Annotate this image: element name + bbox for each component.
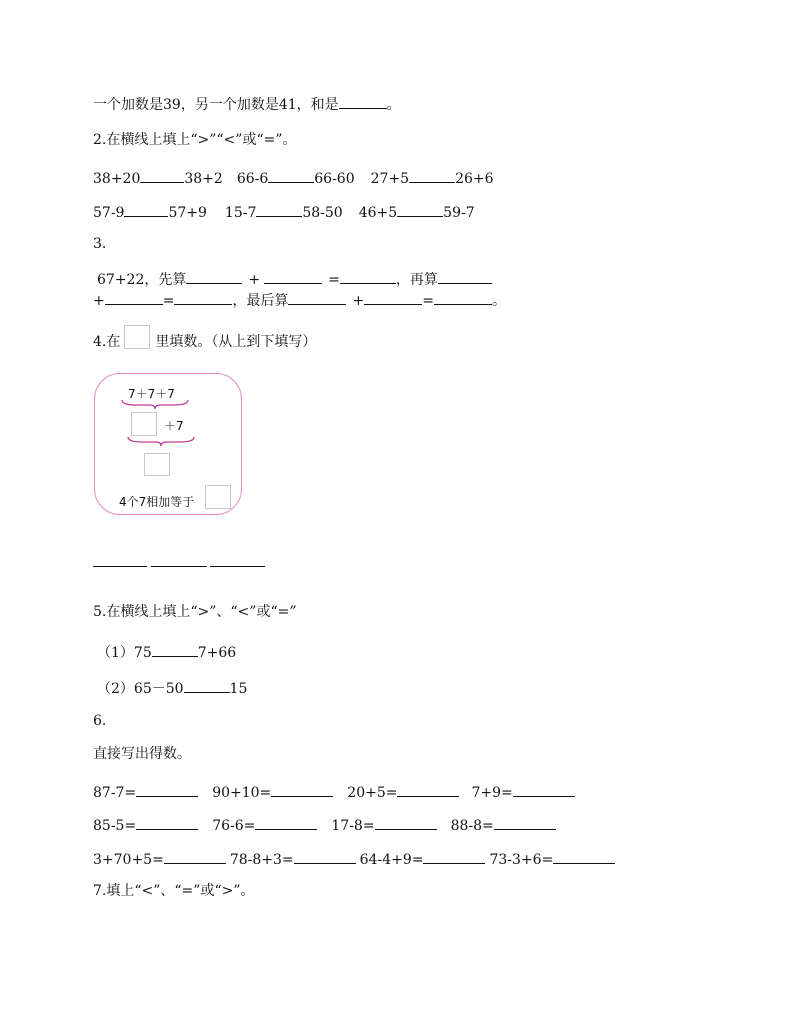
expr: 57+9 xyxy=(168,205,207,221)
answer-box-3[interactable] xyxy=(205,485,231,509)
expr: 64-4+9= xyxy=(359,852,424,868)
answer-blank[interactable] xyxy=(255,815,317,830)
question-6-subtitle: 直接写出得数。 xyxy=(93,746,191,762)
q4-title-a: 4.在 xyxy=(93,334,121,350)
answer-blank[interactable] xyxy=(268,168,314,183)
question-7-title: 7.填上“<”、“=”或“>”。 xyxy=(93,883,255,899)
answer-blank[interactable] xyxy=(271,782,333,797)
expr: 59-7 xyxy=(443,205,475,221)
brace-top xyxy=(120,398,190,410)
answer-blank[interactable] xyxy=(93,552,147,567)
plus-sign: + xyxy=(248,272,261,288)
q5-item-label: （1）75 xyxy=(97,645,152,661)
answer-blank[interactable] xyxy=(136,782,198,797)
q3-text: ，最后算 xyxy=(232,293,289,309)
answer-blank[interactable] xyxy=(375,815,437,830)
expr: 78-8+3= xyxy=(229,852,294,868)
expr: 27+5 xyxy=(370,171,410,187)
q3-text: ，再算 xyxy=(395,272,438,288)
plus-sign: + xyxy=(93,293,105,309)
expr: 38+2 xyxy=(184,171,223,187)
q5-item-label: （2）65－50 xyxy=(97,681,184,697)
answer-blank[interactable] xyxy=(186,269,242,284)
answer-blank[interactable] xyxy=(140,168,184,183)
equals-sign: = xyxy=(328,272,340,288)
expr: 46+5 xyxy=(358,205,398,221)
expr: 90+10= xyxy=(212,785,272,801)
plus-sign: + xyxy=(352,293,365,309)
answer-blank[interactable] xyxy=(184,678,230,693)
expr: 76-6= xyxy=(212,818,256,834)
q3-end: 。 xyxy=(491,293,506,309)
expr: 3+70+5= xyxy=(93,852,164,868)
expr: 88-8= xyxy=(450,818,494,834)
question-1-text: 一个加数是39，另一个加数是41，和是 xyxy=(93,97,339,113)
question-5-item-1 xyxy=(97,642,236,662)
answer-blank[interactable] xyxy=(339,94,387,109)
question-6-row-3 xyxy=(93,849,615,869)
q4-title-b: 里填数。（从上到下填写） xyxy=(155,334,317,350)
question-2-row-1 xyxy=(93,168,494,188)
question-6-row-2 xyxy=(93,815,556,835)
brace-bottom xyxy=(126,435,196,447)
equals-sign: = xyxy=(422,293,434,309)
answer-blank[interactable] xyxy=(294,849,356,864)
expr: 87-7= xyxy=(93,785,137,801)
expr: 57-9 xyxy=(93,205,125,221)
answer-box-1[interactable] xyxy=(131,412,157,436)
question-5-title: 5.在横线上填上“>”、“<”或“=” xyxy=(93,604,297,620)
question-1-end: 。 xyxy=(386,97,401,113)
question-6-row-1 xyxy=(93,782,575,802)
expr: 17-8= xyxy=(331,818,375,834)
expr: 73-3+6= xyxy=(489,852,554,868)
answer-blank[interactable] xyxy=(494,815,556,830)
answer-blank[interactable] xyxy=(105,290,163,305)
question-1 xyxy=(93,94,401,114)
answer-blank[interactable] xyxy=(288,290,346,305)
answer-blank[interactable] xyxy=(256,202,302,217)
expr: 66-6 xyxy=(236,171,269,187)
square-box-icon xyxy=(124,325,150,349)
answer-blank[interactable] xyxy=(397,782,459,797)
question-2-row-2 xyxy=(93,202,475,222)
answer-blank[interactable] xyxy=(340,269,396,284)
answer-blank[interactable] xyxy=(513,782,575,797)
q3-text: 67+22，先算 xyxy=(97,272,187,288)
answer-blank[interactable] xyxy=(124,202,168,217)
answer-blank[interactable] xyxy=(151,552,207,567)
equals-sign: = xyxy=(162,293,175,309)
answer-blank[interactable] xyxy=(553,849,615,864)
diagram-bottom-text: 4个7相加等于 xyxy=(119,495,195,509)
answer-blank[interactable] xyxy=(423,849,485,864)
answer-box-2[interactable] xyxy=(144,453,170,476)
expr: 58-50 xyxy=(302,205,343,221)
question-3-line-2 xyxy=(93,290,506,310)
question-3-title: 3. xyxy=(93,236,107,252)
answer-blank[interactable] xyxy=(164,849,226,864)
answer-blank[interactable] xyxy=(409,168,455,183)
expr: 66-60 xyxy=(314,171,355,187)
expr: 15-7 xyxy=(224,205,257,221)
answer-blank[interactable] xyxy=(434,290,492,305)
question-4-title xyxy=(93,333,316,351)
expr: 85-5= xyxy=(93,818,137,834)
answer-blank[interactable] xyxy=(397,202,443,217)
q5-item-right: 7+66 xyxy=(197,645,237,661)
answer-blank[interactable] xyxy=(210,552,265,567)
answer-blank[interactable] xyxy=(364,290,422,305)
question-5-item-2 xyxy=(97,678,247,698)
expr: 7+9= xyxy=(471,785,513,801)
answer-blank[interactable] xyxy=(136,815,198,830)
question-3-line-1 xyxy=(97,269,492,289)
answer-blank[interactable] xyxy=(438,269,492,284)
answer-blank[interactable] xyxy=(264,269,322,284)
answer-blank[interactable] xyxy=(174,290,232,305)
expr: 26+6 xyxy=(455,171,494,187)
question-6-title: 6. xyxy=(93,713,107,729)
diagram-expression: 7＋7＋7 xyxy=(128,387,175,401)
q5-item-right: 15 xyxy=(229,681,248,697)
answer-blank[interactable] xyxy=(152,642,198,657)
expr: 38+20 xyxy=(93,171,141,187)
expr: 20+5= xyxy=(347,785,398,801)
question-2-title: 2.在横线上填上“>”“<”或“=”。 xyxy=(93,132,297,148)
diagram-plus-7: ＋7 xyxy=(164,419,184,433)
